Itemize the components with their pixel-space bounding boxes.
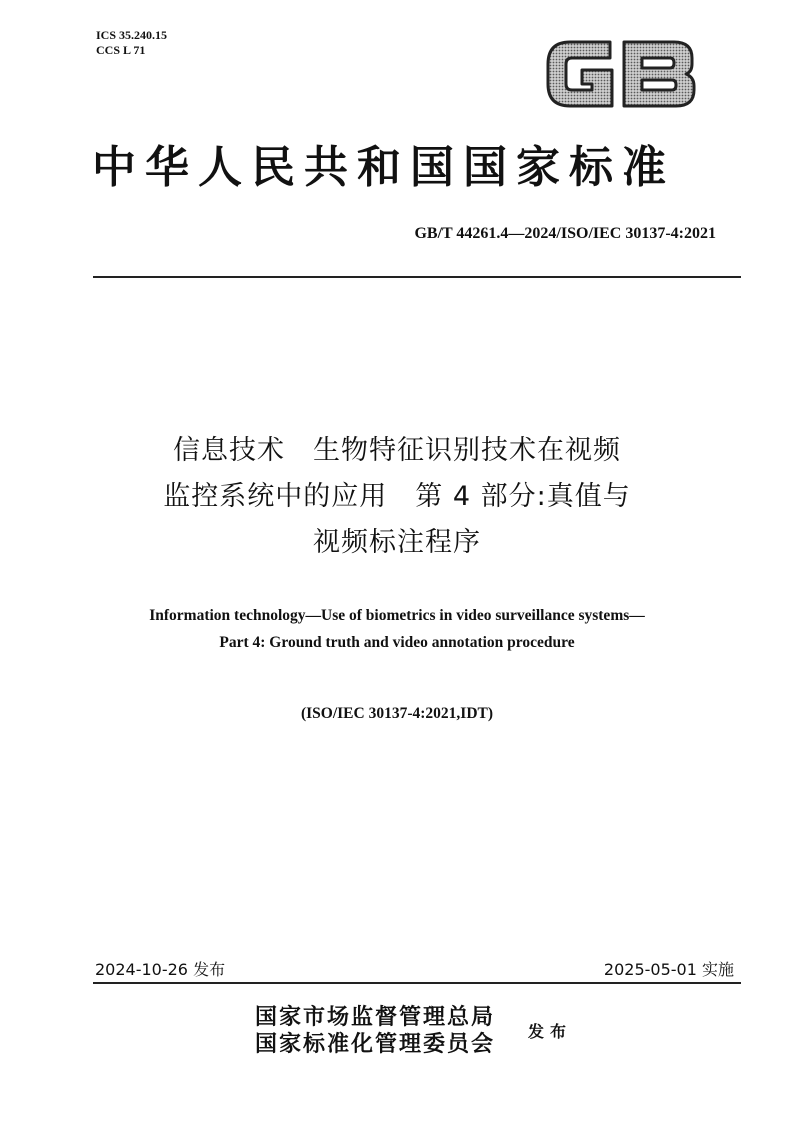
chinese-title-line: 视频标注程序 bbox=[313, 527, 481, 558]
ics-code: ICS 35.240.15 bbox=[96, 28, 168, 42]
ccs-code: CCS L 71 bbox=[96, 43, 146, 57]
implementation-date: 2025-05-01 实施 bbox=[603, 960, 734, 979]
classification-codes bbox=[96, 28, 167, 58]
publishers bbox=[255, 1004, 495, 1058]
bottom-divider bbox=[93, 982, 741, 984]
issue-date: 2024-10-26 发布 bbox=[95, 960, 226, 979]
english-title bbox=[60, 602, 734, 656]
publisher-name: 国家标准化管理委员会 bbox=[255, 1031, 496, 1057]
chinese-title bbox=[60, 428, 734, 566]
national-standard-heading: 中华人民共和国国家标准 bbox=[92, 142, 675, 193]
english-title-line: Part 4: Ground truth and video annotation procedure bbox=[219, 634, 575, 651]
standard-number: GB/T 44261.4—2024/ISO/IEC 30137-4:2021 bbox=[414, 225, 716, 242]
chinese-title-line: 监控系统中的应用 第 4 部分:真值与 bbox=[163, 481, 631, 512]
english-title-line: Information technology—Use of biometrics in video surveillance systems— bbox=[149, 607, 645, 624]
publisher-name: 国家市场监督管理总局 bbox=[255, 1004, 496, 1030]
top-divider bbox=[93, 276, 741, 278]
adoption-reference: (ISO/IEC 30137-4:2021,IDT) bbox=[300, 705, 494, 722]
chinese-title-line: 信息技术 生物特征识别技术在视频 bbox=[173, 435, 621, 466]
gb-logo-icon bbox=[540, 34, 700, 114]
publish-label: 发布 bbox=[528, 1022, 573, 1041]
